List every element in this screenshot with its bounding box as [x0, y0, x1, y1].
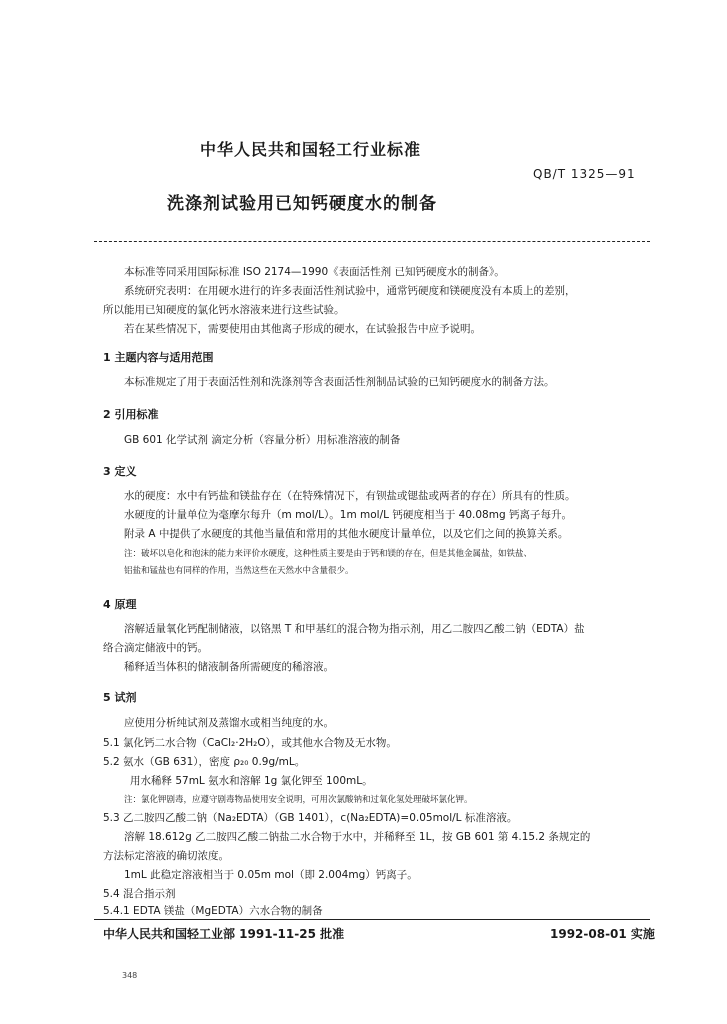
item-5-4-1: 5.4.1 EDTA 镁盐（MgEDTA）六水合物的制备 — [103, 905, 323, 917]
item-5-3-detail-line-1: 溶解 18.612g 乙二胺四乙酸二钠盐二水合物于水中，并稀释至 1L，按 GB 601 第 4.15.2 条规定的 — [124, 831, 591, 843]
section-3-paragraph-1: 水的硬度：水中有钙盐和镁盐存在（在特殊情况下，有钡盐或锶盐或两者的存在）所具有的性质。 — [124, 490, 576, 502]
section-1-body: 本标准规定了用于表面活性剂和洗涤剂等含表面活性剂制品试验的已知钙硬度水的制备方法。 — [124, 376, 555, 388]
item-5-1: 5.1 氯化钙二水合物（CaCl₂·2H₂O），或其他水合物及无水物。 — [103, 737, 397, 749]
page-number: 348 — [122, 971, 138, 980]
section-1-heading: 1 主题内容与适用范围 — [103, 351, 214, 364]
section-4-paragraph-1-line-2: 络合滴定储液中的钙。 — [103, 642, 208, 654]
header-divider — [94, 241, 650, 242]
implementation-date: 1992-08-01 实施 — [550, 927, 655, 941]
item-5-3-detail-line-3: 1mL 此稳定溶液相当于 0.05m mol（即 2.004mg）钙离子。 — [124, 869, 418, 881]
item-5-3: 5.3 乙二胺四乙酸二钠（Na₂EDTA）（GB 1401），c(Na₂EDTA)=0.05mol/L 标准溶液。 — [103, 812, 518, 824]
section-2-heading: 2 引用标准 — [103, 408, 159, 421]
section-4-heading: 4 原理 — [103, 598, 137, 611]
section-3-note-line-2: 铝盐和锰盐也有同样的作用，当然这些在天然水中含量很少。 — [124, 566, 354, 576]
section-2-body: GB 601 化学试剂 滴定分析（容量分析）用标准溶液的制备 — [124, 434, 401, 446]
approval-date: 中华人民共和国轻工业部 1991-11-25 批准 — [103, 927, 345, 941]
intro-paragraph-2-line-1: 系统研究表明：在用硬水进行的许多表面活性剂试验中，通常钙硬度和镁硬度没有本质上的差别， — [124, 285, 576, 297]
standard-issuer-title: 中华人民共和国轻工行业标准 — [200, 140, 422, 159]
item-5-2-note: 注：氯化钾剧毒，应遵守剧毒物品使用安全说明，可用次氯酸钠和过氧化氢处理破坏氯化钾。 — [124, 795, 473, 805]
document-title: 洗涤剂试验用已知钙硬度水的制备 — [167, 194, 437, 214]
item-5-4: 5.4 混合指示剂 — [103, 888, 176, 900]
section-4-paragraph-1-line-1: 溶解适量氧化钙配制储液，以铬黑 T 和甲基红的混合物为指示剂，用乙二胺四乙酸二钠（EDTA）盐 — [124, 623, 585, 635]
footer-divider — [94, 919, 650, 920]
item-5-2-detail: 用水稀释 57mL 氨水和溶解 1g 氯化钾至 100mL。 — [130, 775, 373, 787]
intro-paragraph-2-line-2: 所以能用已知硬度的氯化钙水溶液来进行这些试验。 — [103, 304, 345, 316]
section-3-note-line-1: 注：破坏以皂化和泡沫的能力来评价水硬度，这种性质主要是由于钙和镁的存在，但是其他金属盐，如铁盐、 — [124, 549, 533, 559]
section-4-paragraph-2: 稀释适当体积的储液制备所需硬度的稀溶液。 — [124, 661, 334, 673]
intro-paragraph-1: 本标准等同采用国际标准 ISO 2174—1990《表面活性剂 已知钙硬度水的制备》。 — [124, 266, 505, 278]
section-3-heading: 3 定义 — [103, 465, 137, 478]
standard-code: QB/T 1325—91 — [533, 167, 636, 181]
intro-paragraph-3: 若在某些情况下，需要使用由其他离子形成的硬水，在试验报告中应予说明。 — [124, 323, 481, 335]
section-3-paragraph-2: 水硬度的计量单位为毫摩尔每升（m mol/L）。1m mol/L 钙硬度相当于 40.08mg 钙离子每升。 — [124, 509, 572, 521]
section-5-heading: 5 试剂 — [103, 691, 137, 704]
item-5-3-detail-line-2: 方法标定溶液的确切浓度。 — [103, 850, 229, 862]
section-5-intro: 应使用分析纯试剂及蒸馏水或相当纯度的水。 — [124, 717, 334, 729]
item-5-2: 5.2 氨水（GB 631），密度 ρ₂₀ 0.9g/mL。 — [103, 756, 306, 768]
section-3-paragraph-3: 附录 A 中提供了水硬度的其他当量值和常用的其他水硬度计量单位，以及它们之间的换算关系。 — [124, 528, 569, 540]
